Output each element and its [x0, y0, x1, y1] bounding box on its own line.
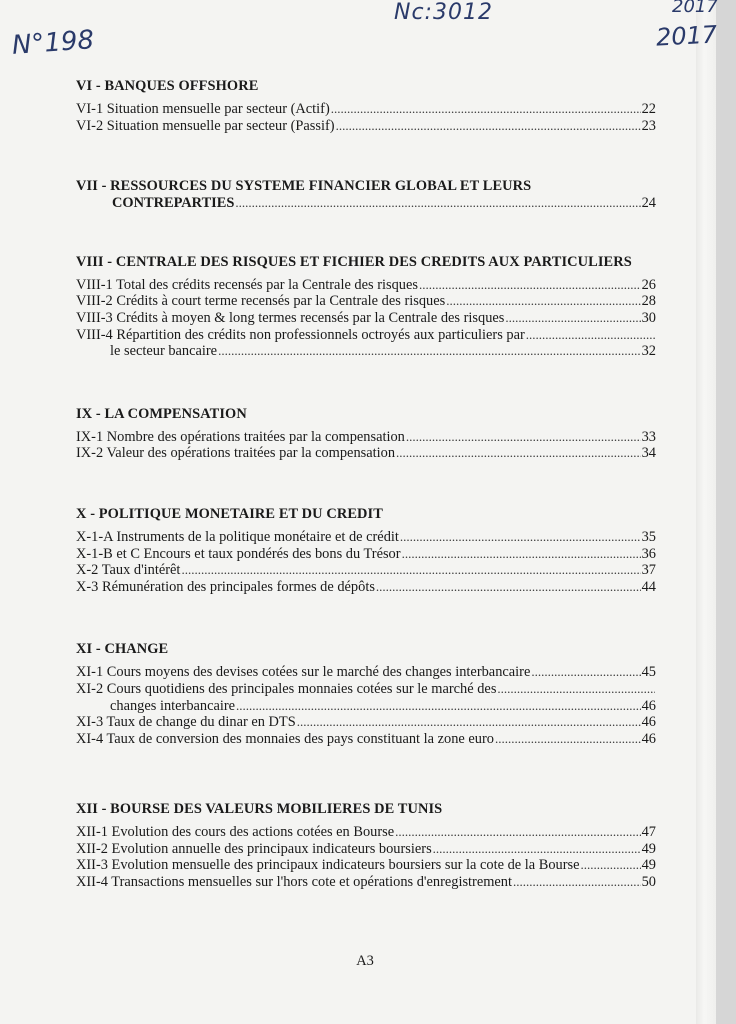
leader-dots [235, 195, 640, 211]
handwritten-code: Nc:3012 [394, 0, 493, 25]
handwritten-year-top: 2017 [672, 0, 718, 17]
entry-page: 23 [641, 117, 656, 134]
section-title: X - POLITIQUE MONETAIRE ET DU CREDIT [76, 505, 383, 522]
entry-page: 32 [641, 343, 656, 360]
toc-entry [76, 101, 656, 118]
entry-page: 46 [641, 730, 656, 747]
section-ix [76, 406, 656, 462]
entry-label: VI-2 Situation mensuelle par secteur (Passif) [76, 117, 335, 134]
handwritten-year: 2017 [655, 20, 718, 52]
entry-label: XII-2 Evolution annuelle des principaux indicateurs boursiers [76, 840, 432, 857]
leader-dots [505, 310, 640, 326]
toc-entry [76, 293, 656, 310]
toc-entry [76, 731, 656, 748]
toc-entry [76, 529, 656, 546]
page-edge [696, 0, 716, 1024]
section-x [76, 506, 656, 595]
toc-entry [76, 579, 656, 596]
entry-label: XI-2 Cours quotidiens des principales monnaies cotées sur le marché des [76, 680, 497, 697]
leader-dots [406, 429, 641, 445]
entry-page: 45 [641, 664, 656, 681]
section-vi [76, 78, 656, 134]
leader-dots [446, 293, 640, 309]
section-xi [76, 641, 656, 747]
section-title: XII - BOURSE DES VALEURS MOBILIERES DE TUNIS [76, 801, 443, 818]
entry-label: XII-3 Evolution mensuelle des principaux indicateurs boursiers sur la cote de la Bourse [76, 857, 580, 874]
leader-dots [513, 874, 641, 890]
entry-label: XI-1 Cours moyens des devises cotées sur le marché des changes interbancaire [76, 664, 531, 681]
toc-entry [76, 714, 656, 731]
section-xii [76, 801, 656, 890]
leader-dots [395, 824, 640, 840]
toc-entry [76, 664, 656, 681]
entry-label: X-2 Taux d'intérêt [76, 562, 181, 579]
toc-entry [76, 195, 656, 212]
leader-dots [581, 857, 641, 873]
section-title-continued: CONTREPARTIES [112, 195, 235, 212]
leader-dots [331, 101, 641, 117]
leader-dots [336, 118, 641, 134]
leader-dots [402, 546, 641, 562]
entry-page: 33 [641, 428, 656, 445]
entry-label: VI-1 Situation mensuelle par secteur (Actif) [76, 101, 330, 117]
toc-entry [76, 874, 656, 891]
toc-entry [76, 857, 656, 874]
entry-page: 24 [641, 195, 656, 212]
leader-dots [400, 529, 641, 545]
toc-entry [76, 327, 656, 344]
leader-dots [396, 445, 641, 461]
entry-page: 22 [641, 101, 656, 117]
toc-entry [76, 824, 656, 841]
leader-dots [433, 841, 641, 857]
entry-page: 37 [641, 562, 656, 579]
toc-entry [76, 445, 656, 462]
entry-page: 49 [641, 857, 656, 874]
entry-label: VIII-4 Répartition des crédits non professionnels octroyés aux particuliers par [76, 326, 525, 343]
toc-entry-continued [76, 698, 656, 715]
entry-page: 30 [641, 309, 656, 326]
section-title: XI - CHANGE [76, 641, 169, 658]
section-title: VIII - CENTRALE DES RISQUES ET FICHIER DES CREDITS AUX PARTICULIERS [76, 253, 632, 270]
section-viii [76, 254, 656, 360]
entry-label: XII-1 Evolution des cours des actions cotées en Bourse [76, 824, 395, 841]
entry-label: X-3 Rémunération des principales formes de dépôts [76, 578, 375, 595]
entry-label-continued: changes interbancaire [110, 697, 236, 714]
entry-page: 47 [641, 824, 656, 841]
entry-page: 49 [641, 840, 656, 857]
leader-dots [419, 277, 641, 293]
entry-page: 46 [641, 714, 656, 731]
entry-page: 34 [641, 445, 656, 462]
entry-page: 46 [641, 697, 656, 714]
entry-label: X-1-A Instruments de la politique monétaire et de crédit [76, 528, 399, 545]
toc-entry [76, 841, 656, 858]
leader-dots [495, 731, 641, 747]
entry-label: VIII-3 Crédits à moyen & long termes recensés par la Centrale des risques [76, 309, 505, 326]
toc-entry [76, 681, 656, 698]
leader-dots [218, 343, 641, 359]
leader-dots [236, 698, 641, 714]
leader-dots [497, 681, 655, 697]
section-vii [76, 178, 656, 212]
entry-label: X-1-B et C Encours et taux pondérés des bons du Trésor [76, 545, 401, 562]
entry-page: 44 [641, 578, 656, 595]
entry-label: VIII-2 Crédits à court terme recensés par la Centrale des risques [76, 293, 446, 310]
toc-entry [76, 546, 656, 563]
handwritten-number: N°198 [11, 25, 96, 61]
toc-entry [76, 118, 656, 135]
table-of-contents [76, 78, 656, 891]
section-title: VII - RESSOURCES DU SYSTEME FINANCIER GLOBAL ET LEURS [76, 178, 532, 195]
toc-entry [76, 277, 656, 294]
entry-label: XI-3 Taux de change du dinar en DTS [76, 714, 296, 731]
toc-entry [76, 310, 656, 327]
toc-entry [76, 562, 656, 579]
leader-dots [181, 562, 640, 578]
toc-entry-continued [76, 343, 656, 360]
entry-label: XI-4 Taux de conversion des monnaies des pays constituant la zone euro [76, 730, 494, 747]
leader-dots [376, 579, 641, 595]
leader-dots [531, 664, 640, 680]
entry-label: IX-1 Nombre des opérations traitées par la compensation [76, 428, 405, 445]
leader-dots [526, 327, 655, 343]
section-title: VI - BANQUES OFFSHORE [76, 78, 259, 94]
entry-page: 50 [641, 874, 656, 891]
entry-page: 35 [641, 528, 656, 545]
entry-label: VIII-1 Total des crédits recensés par la Centrale des risques [76, 276, 418, 293]
page-number: A3 [356, 953, 374, 969]
entry-label: IX-2 Valeur des opérations traitées par la compensation [76, 445, 396, 462]
toc-entry [76, 429, 656, 446]
entry-page: 26 [641, 276, 656, 293]
leader-dots [297, 714, 641, 730]
entry-page: 28 [641, 293, 656, 310]
entry-label: XII-4 Transactions mensuelles sur l'hors cote et opérations d'enregistrement [76, 874, 513, 891]
section-title: IX - LA COMPENSATION [76, 405, 247, 422]
entry-label-continued: le secteur bancaire [110, 343, 218, 360]
entry-page: 36 [641, 545, 656, 562]
